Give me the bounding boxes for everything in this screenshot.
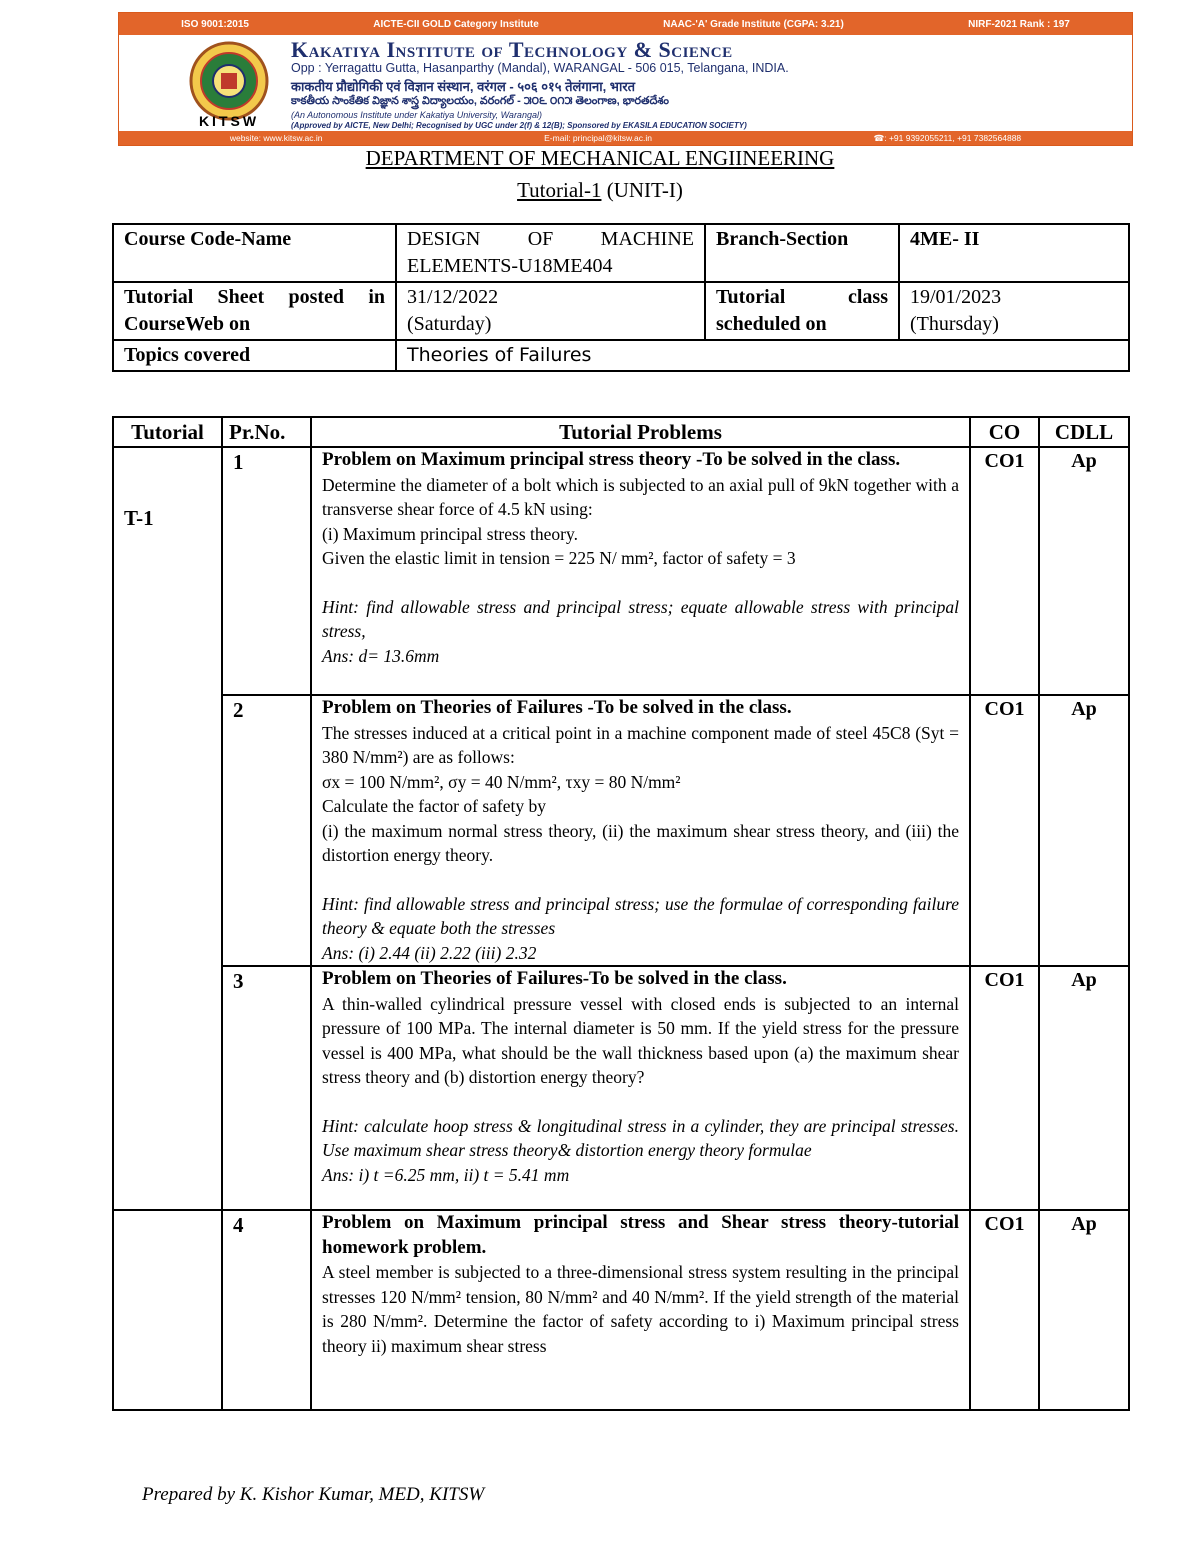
posted-label-cell xyxy=(113,282,396,340)
course-label-cell xyxy=(113,224,396,282)
problem-hint: Hint: find allowable stress and principal stress; equate allowable stress with principal stress, xyxy=(322,596,959,641)
problem-title: Problem on Maximum principal stress theory -To be solved in the class. xyxy=(322,449,901,470)
problem-answer: Ans: i) t =6.25 mm, ii) t = 5.41 mm xyxy=(322,1164,570,1185)
problem-number: 3 xyxy=(222,966,311,1210)
problem-cell xyxy=(311,695,970,966)
topics-label-cell xyxy=(113,340,396,371)
posted-day: (Saturday) xyxy=(407,313,492,335)
co-value: CO1 xyxy=(970,1210,1039,1410)
institute-address: Opp : Yerragattu Gutta, Hasanparthy (Mandal), WARANGAL - 506 015, Telangana, INDIA. xyxy=(291,61,789,75)
co-value: CO1 xyxy=(970,447,1039,695)
header-tutorial-problems: Tutorial Problems xyxy=(311,417,970,447)
accreditation-item: ISO 9001:2015 xyxy=(181,18,249,30)
banner-contact-strip xyxy=(119,131,1132,145)
problem-text: A thin-walled cylindrical pressure vessel with closed ends is subjected to an internal pressure of 100 MPa. The internal diameter is 50 mm. If the yield stress for the pressure vessel is 400 MPa, what should be the wall thickness based upon (a) the maximum shear stress theory and (b) distortion energy theory? xyxy=(322,993,959,1087)
cdll-value: Ap xyxy=(1039,447,1129,695)
problem-title: Problem on Theories of Failures-To be solved in the class. xyxy=(322,968,787,989)
course-code: ELEMENTS-U18ME404 xyxy=(407,255,613,277)
topics-row xyxy=(113,340,1129,371)
problem-text: Determine the diameter of a bolt which is subjected to an axial pull of 9kN together with a transverse shear force of 4.5 kN using: xyxy=(322,474,959,519)
topics-label: Topics covered xyxy=(124,344,251,366)
problem-text: A steel member is subjected to a three-dimensional stress system resulting in the principal stresses 120 N/mm² tension, 80 N/mm² and 40 N/mm². If the yield strength of the material is 280 N/mm². Determine the factor of safety according to i) Maximum principal stress theory ii) maximum shear stress xyxy=(322,1262,959,1356)
problem-answer: Ans: (i) 2.44 (ii) 2.22 (iii) 2.32 xyxy=(322,942,537,963)
course-name: DESIGN OF MACHINE xyxy=(407,228,694,250)
problem-number: 1 xyxy=(222,447,311,695)
scheduled-date: 19/01/2023 xyxy=(910,286,1002,308)
problem-cell xyxy=(311,447,970,695)
website-link[interactable]: website: www.kitsw.ac.in xyxy=(229,133,323,143)
posted-value-cell xyxy=(396,282,705,340)
problem-number: 2 xyxy=(222,695,311,966)
problem-text: The stresses induced at a critical point in a machine component made of steel 45C8 (Syt = 380 N/mm²) are as follows: xyxy=(322,722,959,767)
department-heading: DEPARTMENT OF MECHANICAL ENGIINEERING xyxy=(365,146,835,170)
problem-cell xyxy=(311,1210,970,1410)
branch-value-cell xyxy=(899,224,1129,282)
table-row xyxy=(113,447,1129,695)
course-row xyxy=(113,224,1129,282)
institute-name: Kakatiya Institute of Technology & Science xyxy=(291,37,733,62)
problem-cell xyxy=(311,966,970,1210)
problem-number: 4 xyxy=(222,1210,311,1410)
branch-value: 4ME- II xyxy=(910,228,980,250)
co-value: CO1 xyxy=(970,695,1039,966)
tutorial-unit: (UNIT-I) xyxy=(601,178,683,202)
tutorial-id-cell-empty xyxy=(113,1210,222,1410)
logo-wordmark: KITSW xyxy=(198,113,260,129)
accreditation-item: AICTE-CII GOLD Category Institute xyxy=(373,18,539,30)
institute-name-hindi: काकतीय प्रौद्योगिकी एवं विज्ञान संस्थान, वरंगल - ५०६ ०१५ तेलंगाना, भारत xyxy=(291,79,636,94)
table-row xyxy=(113,966,1129,1210)
table-row xyxy=(113,1210,1129,1410)
scheduled-day: (Thursday) xyxy=(910,313,999,335)
cdll-value: Ap xyxy=(1039,1210,1129,1410)
posted-label-line1: Tutorial Sheet posted in xyxy=(124,286,385,308)
approval-status: (Approved by AICTE, New Delhi; Recognised by UGC under 2(f) & 12(B); Sponsored by EKASILA EDUCATION SOCIETY) xyxy=(291,121,747,130)
header-problem-number: Pr.No. xyxy=(222,417,311,447)
topics-value-cell xyxy=(396,340,1129,371)
cdll-value: Ap xyxy=(1039,966,1129,1210)
header-tutorial: Tutorial xyxy=(113,417,222,447)
schedule-row xyxy=(113,282,1129,340)
accreditation-item: NAAC-'A' Grade Institute (CGPA: 3.21) xyxy=(663,18,844,30)
tutorial-heading xyxy=(0,178,1200,203)
institute-banner xyxy=(118,12,1133,146)
tutorial-number: Tutorial-1 xyxy=(517,178,602,202)
table-header-row xyxy=(113,417,1129,447)
problem-text: Calculate the factor of safety by xyxy=(322,796,546,816)
topics-value: Theories of Failures xyxy=(407,344,592,366)
autonomous-status: (An Autonomous Institute under Kakatiya University, Warangal) xyxy=(291,110,542,120)
institute-name-telugu: కాకతీయ సాంకేతిక విజ్ఞాన శాస్త్ర విద్యాలయం, వరంగల్ - ౫౦౬ ౦౧౫ తెలంగాణ, భారతదేశం xyxy=(291,95,669,107)
problem-text: (i) Maximum principal stress theory. xyxy=(322,523,578,544)
scheduled-label-line2: scheduled on xyxy=(716,313,827,335)
co-value: CO1 xyxy=(970,966,1039,1210)
problem-text: σx = 100 N/mm², σy = 40 N/mm², τxy = 80 N/mm² xyxy=(322,771,681,792)
table-row xyxy=(113,695,1129,966)
phone-numbers: ☎: +91 9392055211, +91 7382564888 xyxy=(873,132,1022,143)
tutorial-id-cell xyxy=(113,447,222,1210)
scheduled-label-line1: Tutorial class xyxy=(716,286,888,308)
posted-date: 31/12/2022 xyxy=(407,286,499,308)
header-cdll: CDLL xyxy=(1039,417,1129,447)
problem-hint: Hint: find allowable stress and principal stress; use the formulae of corresponding failure theory & equate both the stresses xyxy=(322,893,959,938)
course-label: Course Code-Name xyxy=(124,228,292,250)
problem-text: (i) the maximum normal stress theory, (ii) the maximum shear stress theory, and (iii) the distortion energy theory. xyxy=(322,820,959,865)
branch-label: Branch-Section xyxy=(716,228,849,250)
problem-answer: Ans: d= 13.6mm xyxy=(322,645,440,666)
cdll-value: Ap xyxy=(1039,695,1129,966)
problem-title: Problem on Maximum principal stress and Shear stress theory-tutorial homework problem. xyxy=(322,1212,959,1258)
scheduled-value-cell xyxy=(899,282,1129,340)
branch-label-cell xyxy=(705,224,899,282)
problem-hint: Hint: calculate hoop stress & longitudinal stress in a cylinder, they are principal stresses. Use maximum shear stress theory& distortion energy theory formulae xyxy=(322,1115,959,1160)
tutorial-id: T-1 xyxy=(124,506,154,530)
course-info-table xyxy=(112,223,1130,372)
problem-title: Problem on Theories of Failures -To be solved in the class. xyxy=(322,697,792,718)
scheduled-label-cell xyxy=(705,282,899,340)
tutorial-problems-table xyxy=(112,416,1130,1411)
banner-accreditation-strip xyxy=(119,13,1132,35)
email-link[interactable]: E-mail: principal@kitsw.ac.in xyxy=(544,133,652,143)
course-value-cell xyxy=(396,224,705,282)
prepared-by-footer: Prepared by K. Kishor Kumar, MED, KITSW xyxy=(142,1484,485,1505)
posted-label-line2: CourseWeb on xyxy=(124,313,251,335)
header-co: CO xyxy=(970,417,1039,447)
accreditation-item: NIRF-2021 Rank : 197 xyxy=(968,18,1070,30)
problem-text: Given the elastic limit in tension = 225 N/ mm², factor of safety = 3 xyxy=(322,548,796,568)
